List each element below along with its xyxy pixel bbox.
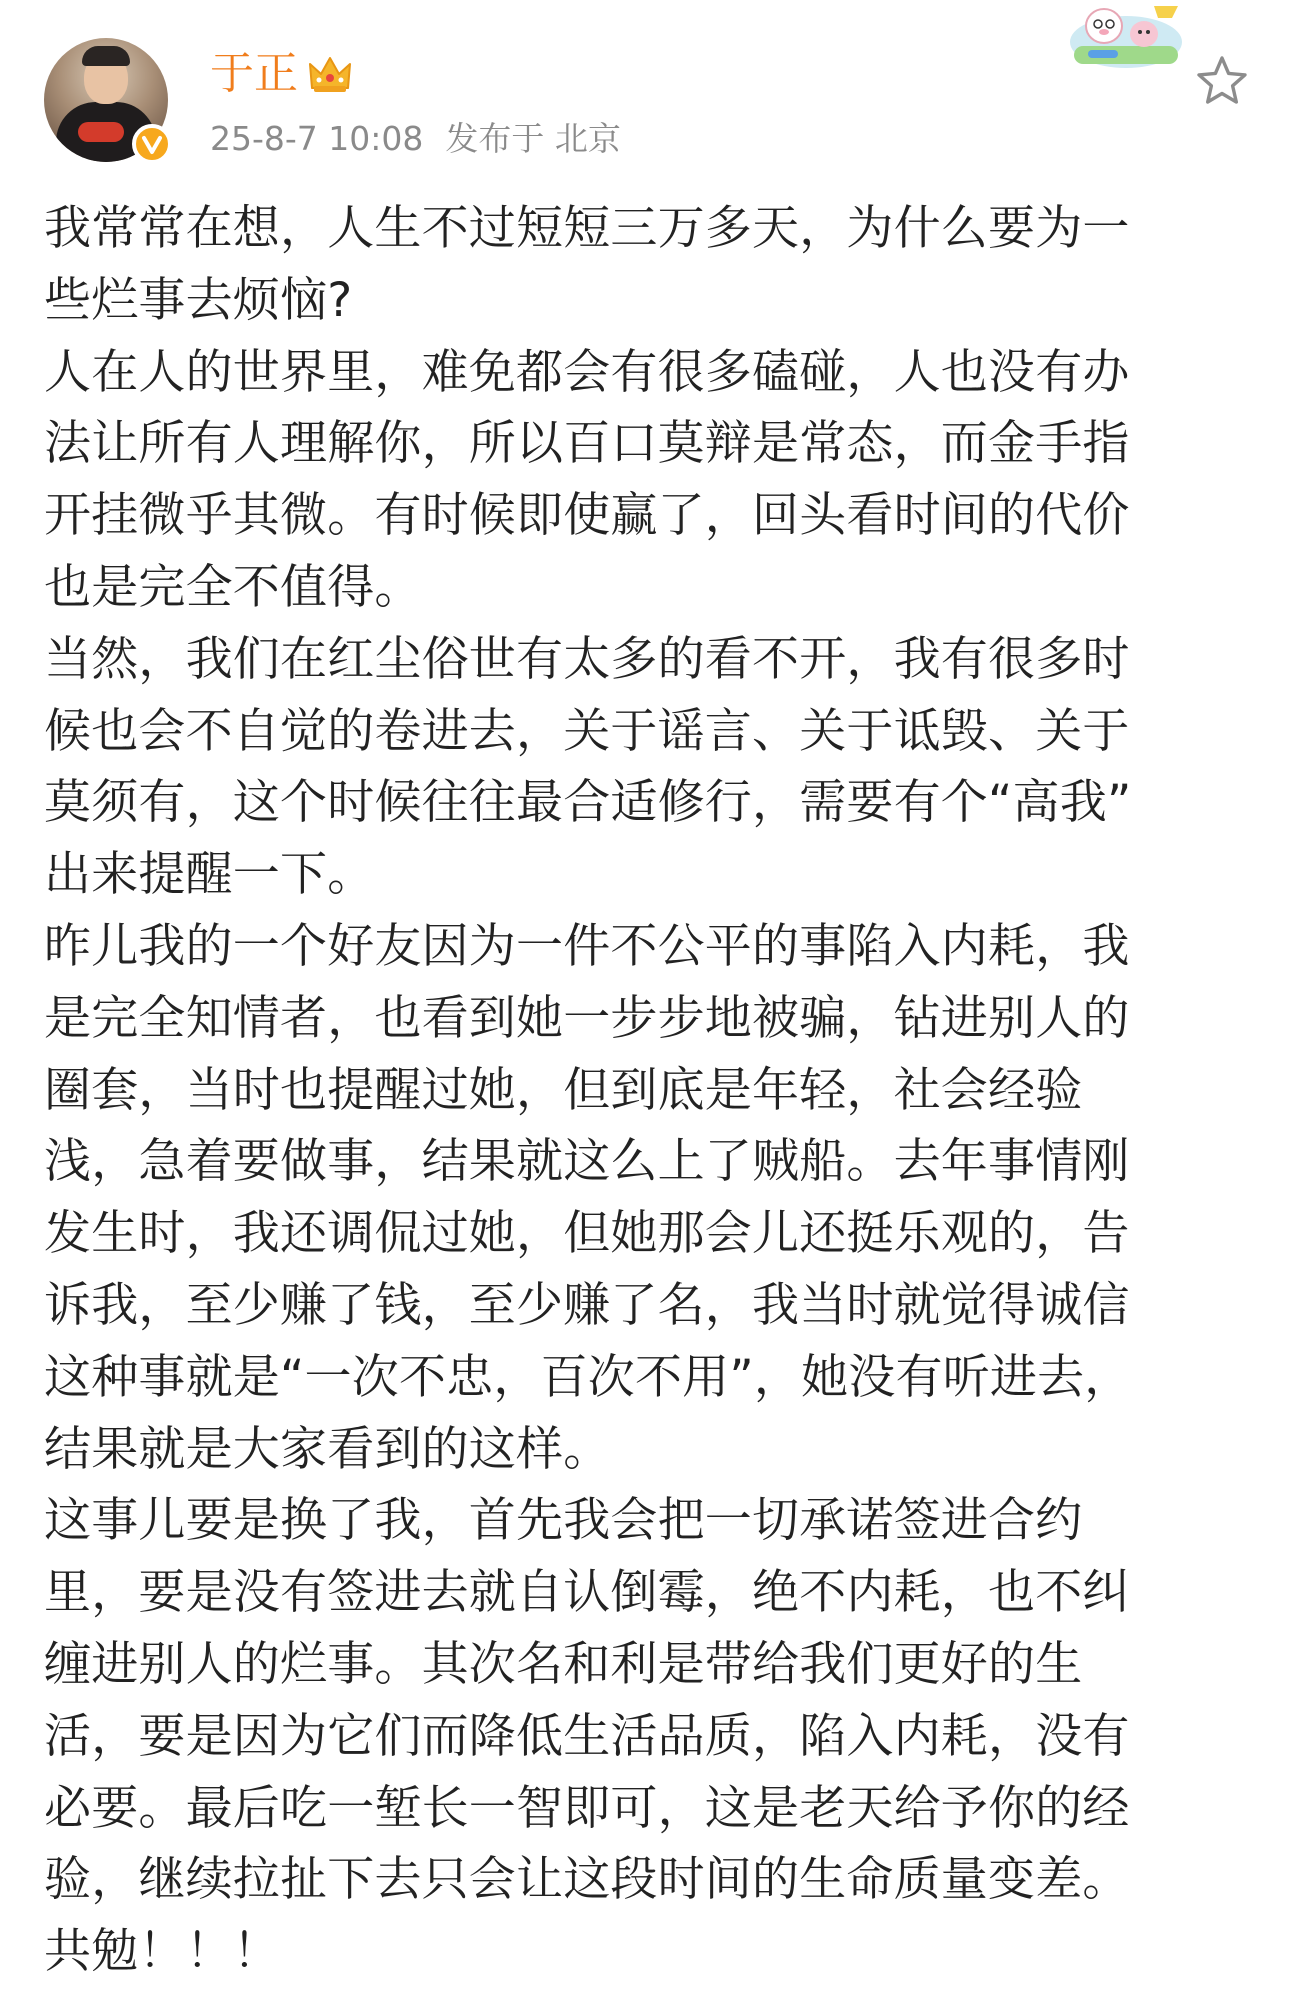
post-text-line: 当然，我们在红尘俗世有太多的看不开，我有很多时 xyxy=(44,631,1130,687)
post-header xyxy=(0,0,1290,165)
author-avatar[interactable] xyxy=(44,38,168,162)
post-text-line: 莫须有，这个时候往往最合适修行，需要有个“高我” xyxy=(44,775,1132,831)
post-text-line: 缠进别人的烂事。其次名和利是带给我们更好的生 xyxy=(44,1636,1083,1692)
cartoon-sticker-icon xyxy=(1066,0,1186,70)
post-body xyxy=(44,193,1254,1988)
post-text-line: 也是完全不值得。 xyxy=(44,559,422,615)
post-text-line: 共勉！！！ xyxy=(44,1924,280,1980)
post-text-line: 是完全知情者，也看到她一步步地被骗，钻进别人的 xyxy=(44,990,1130,1046)
post-text-line: 候也会不自觉的卷进去，关于谣言、关于诋毁、关于 xyxy=(44,703,1130,759)
verified-icon xyxy=(132,124,172,164)
post-text-line: 这事儿要是换了我，首先我会把一切承诺签进合约 xyxy=(44,1493,1083,1549)
post-text-line: 人在人的世界里，难免都会有很多磕碰，人也没有办 xyxy=(44,344,1130,400)
author-name[interactable]: 于正 xyxy=(210,48,298,99)
post-text-line: 法让所有人理解你，所以百口莫辩是常态，而金手指 xyxy=(44,416,1130,472)
post-text-line: 里，要是没有签进去就自认倒霉，绝不内耗，也不纠 xyxy=(44,1565,1130,1621)
post-text-line: 必要。最后吃一堑长一智即可，这是老天给予你的经 xyxy=(44,1780,1130,1836)
crown-icon xyxy=(306,50,354,98)
post-text-line: 开挂微乎其微。有时候即使赢了，回头看时间的代价 xyxy=(44,488,1130,544)
post-text-line: 些烂事去烦恼? xyxy=(44,272,353,328)
post-text-line: 活，要是因为它们而降低生活品质，陷入内耗，没有 xyxy=(44,1708,1130,1764)
post-text-line: 出来提醒一下。 xyxy=(44,847,375,903)
post-text-line: 验，继续拉扯下去只会让这段时间的生命质量变差。 xyxy=(44,1852,1130,1908)
post-text-line: 结果就是大家看到的这样。 xyxy=(44,1421,611,1477)
post-text-line: 发生时，我还调侃过她，但她那会儿还挺乐观的，告 xyxy=(44,1206,1130,1262)
post-text-line: 浅，急着要做事，结果就这么上了贼船。去年事情刚 xyxy=(44,1134,1130,1190)
post-text-line: 圈套，当时也提醒过她，但到底是年轻，社会经验 xyxy=(44,1062,1083,1118)
post-location: 发布于 北京 xyxy=(445,119,621,158)
post-text-line: 我常常在想，人生不过短短三万多天，为什么要为一 xyxy=(44,201,1130,256)
post-text-line: 诉我，至少赚了钱，至少赚了名，我当时就觉得诚信 xyxy=(44,1277,1130,1333)
post-meta xyxy=(210,116,621,162)
star-icon[interactable] xyxy=(1192,52,1252,112)
post-text-line: 昨儿我的一个好友因为一件不公平的事陷入内耗，我 xyxy=(44,918,1130,974)
post-text-line: 这种事就是“一次不忠，百次不用”，她没有听进去， xyxy=(44,1349,1132,1405)
post-timestamp: 25-8-7 10:08 xyxy=(210,119,424,158)
